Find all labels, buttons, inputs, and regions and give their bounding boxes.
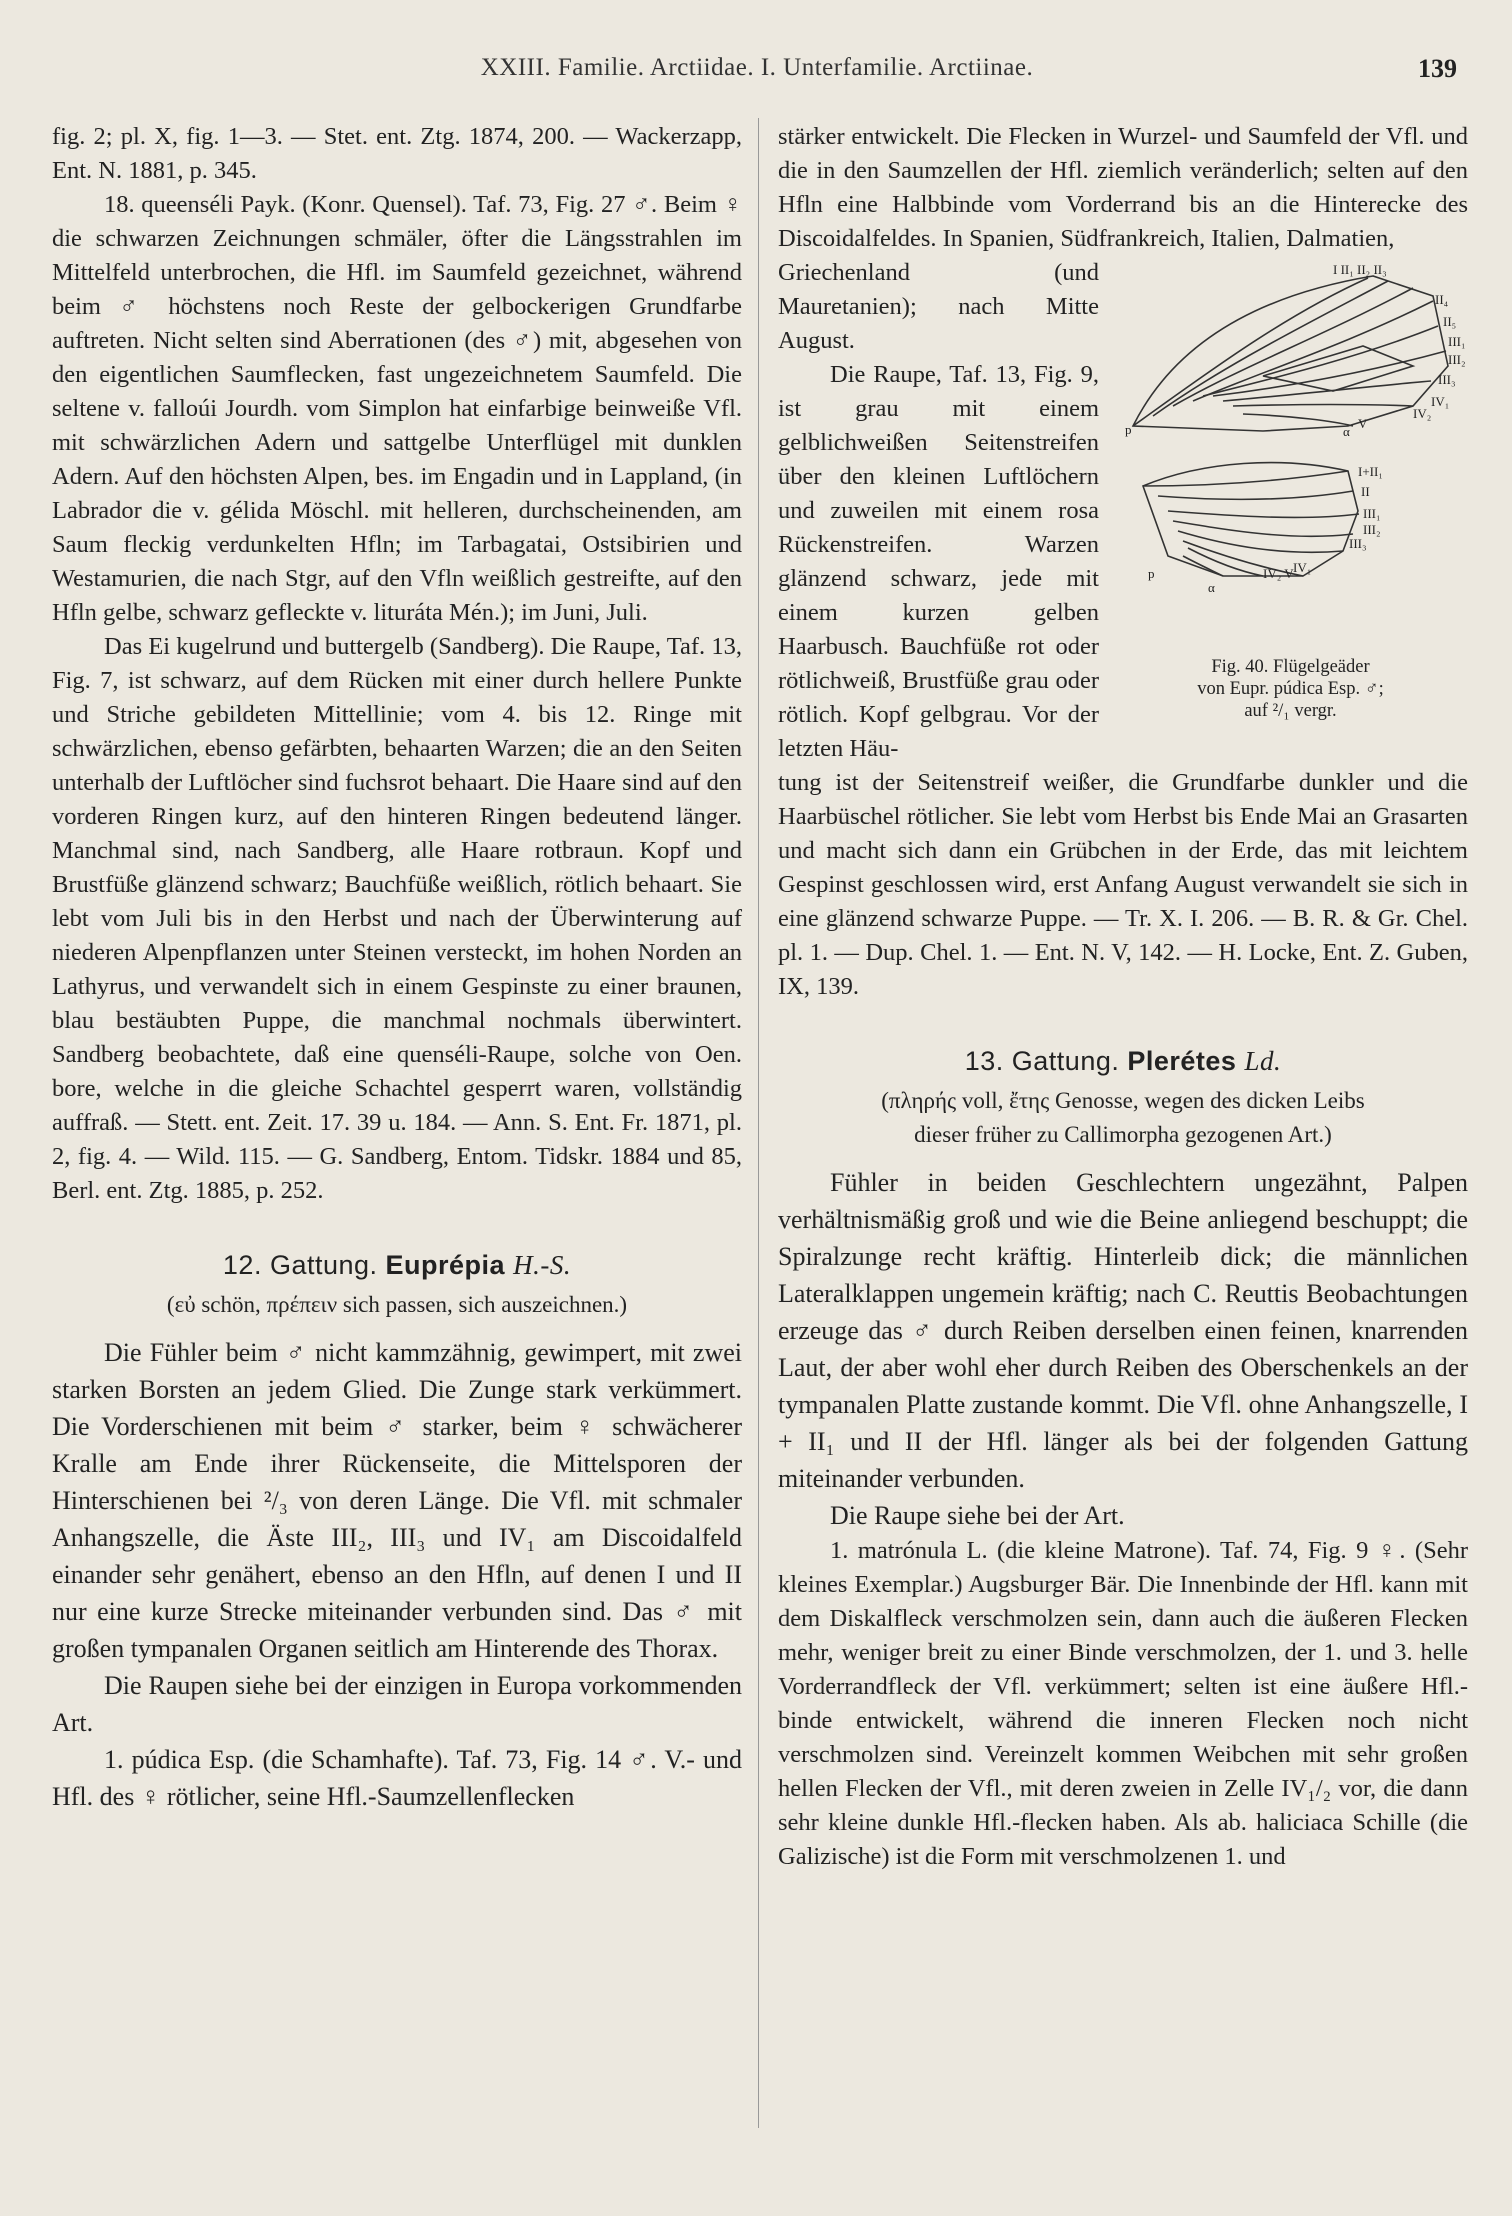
- genus-heading-euprepia: [52, 1248, 742, 1282]
- forewing-vein: [1233, 405, 1413, 407]
- forewing-vein: [1213, 351, 1446, 396]
- hindwing-vein: [1168, 511, 1359, 517]
- genus-euprepia-larva-note: Die Raupen siehe bei der einzigen in Europa vorkommenden Art.: [52, 1671, 742, 1737]
- vein-label: III₃: [1349, 536, 1367, 551]
- vein-label: V: [1358, 416, 1368, 431]
- vein-label: II₅: [1443, 314, 1457, 329]
- species-quenseli-description: 18. queenséli Payk. (Konr. Quensel). Taf. 73, Fig. 27 ♂. Beim ♀ die schwarzen Zeichnungen schmäler, öfter die Längsstrahlen im Mittelfeld unterbrochen, die Hfl. im Saumfeld gezeichnet, während beim ♂ höchstens noch Reste der gelbockerigen Grundfarbe auftreten. Nicht selten sind Aberrationen (des ♂) mit, abgesehen von den eigentlichen Saumflecken, fast ungezeichnetem Saumfeld. Die seltene v. falloúi Jourdh. vom Simplon hat einfarbige beinweiße Vfl. mit schwärzlichen Adern und sattgelbe Unterflügel mit dunklen Adern. Auf den höchsten Alpen, bes. im Engadin und in Lappland, (in Labrador die v. gélida Möschl. mit helleren, durchscheinenden, am Saum fleckig verdunkelten Hfln; im Tarbagatai, Ostsibirien und Westamurien, die nach Stgr, auf den Vfln weißlich gestreifte, auf den Hfln gelbe, schwarz gefleckte v. lituráta Mén.); im Juni, Juli.: [52, 191, 742, 626]
- species-pudica-larva-continued: tung ist der Seitenstreif weißer, die Grundfarbe dunkler und die Haarbüschel rötlicher. Sie lebt vom Herbst bis Ende Mai an Grasarten und macht sich dann ein Grübchen in der Erde, das mit leichtem Gespinst geschlossen wird, erst Anfang August verwandelt sie sich in eine glänzend schwarze Puppe. — Tr. X. I. 206. — B. R. & Gr. Chel. pl. 1. — Dup. Chel. 1. — Ent. N. V, 142. — H. Locke, Ent. Z. Guben, IX, 139.: [778, 769, 1468, 1000]
- reference-continuation: fig. 2; pl. X, fig. 1—3. — Stet. ent. Ztg. 1874, 200. — Wackerzapp, Ent. N. 1881, p. 345.: [52, 123, 742, 184]
- vein-label: III₃: [1438, 372, 1456, 387]
- hindwing-outline: [1143, 463, 1358, 576]
- species-pudica-larva: Die Raupe, Taf. 13, Fig. 9, ist grau mit einem gelblichweißen Seitenstreifen über den kleinen Luftlöchern und zuweilen mit einem rosa Rückenstreifen. Warzen glänzend schwarz, jede mit einem kurzen gelben Haarbusch. Bauchfüße rot oder rötlichweiß, Brustfüße grau oder rötlich. Kopf gelbgrau. Vor der letzten Häu-: [778, 361, 1099, 762]
- vein-label: III₂: [1363, 522, 1381, 537]
- species-pudica-continuation: stärker entwickelt. Die Flecken in Wurzel- und Saumfeld der Vfl. und die in den Saumzellen der Hfl. ziemlich veränderlich; selten auf den Hfln eine Halbbinde vom Vorderrand bis an die Hinterecke des Discoidalfeldes. In Spanien, Südfrankreich, Italien, Dalmatien,: [778, 123, 1468, 252]
- genus-name: Plerétes: [1127, 1046, 1237, 1076]
- species-quenseli-larva: Das Ei kugelrund und buttergelb (Sandberg). Die Raupe, Taf. 13, Fig. 7, ist schwarz, auf dem Rücken mit einer durch hellere Punkte und Striche gebildeten Mittellinie; vom 4. bis 12. Ringe mit schwärzlichen, ebenso gefärbten, behaarten Warzen; die an den Seiten unterhalb der Luftlöcher sind fuchsrot behaart. Die Haare sind auf den vorderen Ringen kurz, auf den hinteren Ringen bedeutend länger. Manchmal sind, nach Sandberg, alle Haare rotbraun. Kopf und Brustfüße glänzend schwarz; Bauchfüße weißlich, rötlich behaart. Sie lebt vom Juli bis in den Herbst und nach der Überwinterung auf niederen Alpenpflanzen unter Steinen versteckt, im hohen Norden an Lathyrus, und verwandelt sich in einem Gespinste zu einer braunen, blau bestäubten Puppe, die manchmal nochmals überwintert. Sandberg beobachtete, daß eine quenséli-Raupe, solche von Oen. bore, welche in die gleiche Schachtel gesperrt waren, vollständig auffraß. — Stett. ent. Zeit. 17. 39 u. 184. — Ann. S. Ent. Fr. 1871, pl. 2, fig. 4. — Wild. 115. — G. Sandberg, Entom. Tidskr. 1884 und 85, Berl. ent. Ztg. 1885, p. 252.: [52, 633, 742, 1204]
- hindwing-vein: [1143, 471, 1348, 486]
- vein-label: III₁: [1363, 506, 1381, 521]
- forewing-outline: [1133, 276, 1448, 431]
- vein-label: II₄: [1435, 292, 1449, 307]
- left-column: [52, 120, 742, 1815]
- wing-venation-diagram: [1113, 256, 1468, 656]
- vein-label: IV₂ V: [1263, 566, 1294, 581]
- wing-venation-figure: [1113, 256, 1468, 722]
- species-pudica-description: 1. púdica Esp. (die Schamhafte). Taf. 73, Fig. 14 ♂. V.- und Hfl. des ♀ rötlicher, seine Hfl.-Saumzellenflecken: [52, 1745, 742, 1811]
- right-column: [778, 120, 1468, 1874]
- genus-number: 13. Gattung.: [964, 1046, 1120, 1076]
- distribution-text: Griechenland (und Mauretanien); nach Mitte August.: [778, 259, 1099, 354]
- hindwing-vein: [1173, 521, 1353, 536]
- genus-etymology: (εὐ schön, πρέπειν sich passen, sich auszeichnen.): [166, 1292, 628, 1317]
- genus-pleretes-description: Fühler in beiden Geschlechtern ungezähnt, Palpen verhältnismäßig groß und wie die Beine anliegend beschuppt; die Spiralzunge recht kräftig. Hinterleib dick; die männlichen Lateralklappen ungemein kräftig; nach C. Reuttis Beobachtungen erzeuge das ♂ durch Reiben derselben einen feinen, knarrenden Laut, der aber wohl eher durch Reiben des Oberschenkels an der tympanalen Platte zustande kommt. Die Vfl. ohne Anhangszelle, I + II₁ und II der Hfl. länger als bei der folgenden Gattung miteinander verbunden.: [778, 1168, 1468, 1493]
- vein-label: α: [1343, 424, 1350, 439]
- vein-label: II: [1361, 484, 1370, 499]
- hindwing-vein: [1188, 548, 1263, 576]
- page-number: 139: [1418, 54, 1457, 83]
- forewing-vein: [1173, 288, 1413, 406]
- running-head: XXIII. Familie. Arctiidae. I. Unterfamilie. Arctiinae.: [480, 54, 1034, 81]
- vein-label: IV₁: [1431, 394, 1450, 409]
- hindwing-vein: [1158, 491, 1353, 499]
- genus-euprepia-description: Die Fühler beim ♂ nicht kammzähnig, gewimpert, mit zwei starken Borsten an jedem Glied. Die Zunge stark verkümmert. Die Vorderschienen mit beim ♂ starker, beim ♀ schwächerer Kralle am Ende ihrer Rückenseite, die Mittelsporen der Hinterschienen bei ²/₃ von deren Länge. Die Vfl. mit schmaler Anhangszelle, die Äste III₂, III₃ und IV₁ am Discoidalfeld einander sehr genähert, ebenso an den Hfln, auf denen I und II nur eine kurze Strecke miteinander verbunden sind. Das ♂ mit großen tympanalen Organen seitlich am Hinterende des Thorax.: [52, 1338, 742, 1663]
- vein-label: I II₁ II₂ II₃: [1333, 262, 1387, 277]
- forewing-vein: [1243, 414, 1353, 426]
- vein-label: I+II₁: [1358, 464, 1383, 479]
- hindwing-vein: [1183, 556, 1223, 576]
- vein-label: III₁: [1448, 334, 1466, 349]
- figure-caption: Fig. 40. Flügelgeäder von Eupr. púdica Esp. ♂; auf ²/₁ vergr.: [1197, 657, 1384, 721]
- vein-label: p: [1148, 566, 1155, 581]
- vein-label: IV₂: [1413, 406, 1432, 421]
- genus-number: 12. Gattung.: [222, 1250, 378, 1280]
- genus-author: H.-S.: [513, 1250, 572, 1280]
- vein-label: p: [1125, 422, 1132, 437]
- genus-author: Ld.: [1244, 1046, 1282, 1076]
- genus-heading-pleretes: [778, 1044, 1468, 1078]
- genus-name: Euprépia: [385, 1250, 506, 1280]
- vein-label: α: [1208, 580, 1215, 595]
- vein-label: IV₁: [1293, 560, 1312, 575]
- genus-pleretes-larva-note: Die Raupe siehe bei der Art.: [830, 1501, 1125, 1530]
- species-matronula-description: 1. matrónula L. (die kleine Matrone). Taf. 74, Fig. 9 ♀. (Sehr kleines Exemplar.) Augsburger Bär. Die Innenbinde der Hfl. kann mit dem Diskalfleck verschmolzen sein, dann auch die äußeren Flecken mehr, weniger breit zu einer Binde verschmolzen, der 1. und 3. helle Vorderrandfleck der Vfl. verkümmert; selten ist eine äußere Hfl.-binde entwickelt, während die inneren Flecken noch nicht verschmolzen sind. Vereinzelt kommen Weibchen mit sehr großen hellen Flecken der Vfl., mit deren zweien in Zelle IV₁/₂ vor, die dann sehr kleine dunkle Hfl.-flecken haben. Als ab. haliciaca Schille (die Galizische) ist die Form mit verschmolzenen 1. und: [778, 1537, 1468, 1870]
- genus-etymology: (πληρής voll, ἔτης Genosse, wegen des dicken Leibs dieser früher zu Callimorpha gezogenen Art.): [881, 1088, 1365, 1147]
- column-divider: [758, 118, 759, 2128]
- vein-label: III₂: [1448, 352, 1466, 367]
